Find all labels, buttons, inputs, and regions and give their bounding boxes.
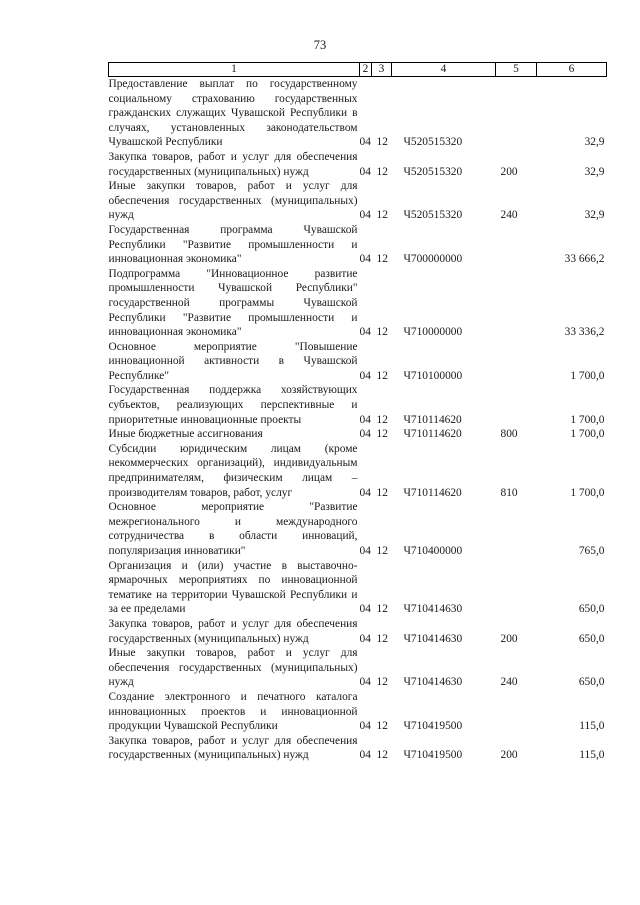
page-number: 73	[313, 38, 327, 52]
row-name-cell: Закупка товаров, работ и услуг для обеспечения государственных (муниципальных) нужд	[108, 734, 358, 762]
table-row	[109, 267, 607, 340]
section-code-cell: 04	[359, 326, 371, 339]
row-name-cell: Организация и (или) участие в выставочно-ярмарочных мероприятиях по инновационной тематике на территории Чувашской Республики и за ее пределами	[108, 559, 358, 616]
table-row	[109, 77, 607, 150]
amount-cell: 650,0	[578, 632, 605, 645]
section-code-cell: 04	[359, 486, 371, 499]
subsection-code-cell: 12	[376, 545, 388, 557]
section-code-cell: 04	[359, 428, 371, 441]
section-code-cell: 04	[359, 749, 371, 762]
section-code-cell: 04	[359, 676, 371, 689]
table-row	[109, 179, 607, 223]
budget-table	[108, 62, 607, 763]
row-name-cell: Основное мероприятие "Развитие межрегионального и международного сотрудничества в области инноваций, популяризация инноватики"	[108, 501, 358, 557]
table-row	[109, 646, 607, 690]
amount-cell: 1 700,0	[570, 369, 605, 382]
expense-type-cell	[496, 340, 537, 384]
subsection-code-cell: 12	[376, 486, 388, 499]
amount-cell: 115,0	[579, 720, 605, 733]
expense-type-cell: 810	[500, 486, 518, 499]
subsection-code-cell: 12	[376, 165, 388, 178]
row-name-cell: Иные бюджетные ассигнования	[108, 428, 263, 441]
table-row	[109, 150, 607, 179]
amount-cell: 650,0	[578, 676, 605, 689]
target-article-cell: Ч710419500	[403, 749, 463, 762]
target-article-cell: Ч710419500	[403, 720, 463, 733]
expense-type-cell	[496, 690, 537, 734]
row-name-cell: Государственная программа Чувашской Республики "Развитие промышленности и инновационная экономика"	[108, 223, 358, 266]
column-number-header-row	[109, 63, 607, 77]
section-code-cell: 04	[359, 632, 371, 645]
target-article-cell: Ч710100000	[403, 369, 463, 382]
subsection-code-cell: 12	[376, 326, 388, 339]
target-article-cell: Ч700000000	[403, 253, 463, 266]
row-name-cell: Предоставление выплат по государственному социальному страхованию государственных гражданских служащих Чувашской Республики в случаях, установленных законодательством Чувашской Республики	[108, 78, 358, 149]
amount-cell: 1 700,0	[570, 486, 605, 499]
row-name-cell: Создание электронного и печатного каталога инновационных проектов и инновационной продукции Чувашской Республики	[108, 690, 358, 733]
header-col-3: 3	[372, 63, 392, 77]
row-name-cell: Основное мероприятие "Повышение инновационной активности в Чувашской Республике"	[108, 340, 358, 382]
target-article-cell: Ч520515320	[403, 136, 463, 149]
target-article-cell: Ч710400000	[403, 545, 463, 557]
subsection-code-cell: 12	[376, 253, 388, 266]
header-col-4: 4	[392, 63, 496, 77]
amount-cell: 115,0	[579, 749, 605, 762]
section-code-cell: 04	[359, 136, 371, 149]
target-article-cell: Ч710414630	[403, 632, 463, 645]
subsection-code-cell: 12	[376, 603, 388, 616]
row-name-cell: Закупка товаров, работ и услуг для обеспечения государственных (муниципальных) нужд	[108, 617, 358, 645]
section-code-cell: 04	[359, 720, 371, 733]
table-row	[109, 690, 607, 734]
amount-cell: 32,9	[584, 165, 605, 178]
target-article-cell: Ч520515320	[403, 209, 463, 222]
table-row	[109, 559, 607, 617]
target-article-cell: Ч710000000	[403, 326, 463, 339]
row-name-cell: Иные закупки товаров, работ и услуг для обеспечения государственных (муниципальных) нужд	[108, 180, 358, 222]
table-row	[109, 427, 607, 442]
expense-type-cell: 800	[500, 428, 518, 441]
header-col-2: 2	[360, 63, 372, 77]
row-name-cell: Подпрограмма "Инновационное развитие промышленности Чувашской Республики" государственной программы Чувашской Республики "Развитие промышленности и инновационная экономика"	[108, 267, 358, 339]
amount-cell: 650,0	[578, 603, 605, 616]
table-row	[109, 617, 607, 646]
expense-type-cell: 240	[500, 676, 518, 689]
amount-cell: 32,9	[584, 136, 605, 149]
expense-type-cell	[496, 267, 537, 340]
subsection-code-cell: 12	[376, 749, 388, 762]
target-article-cell: Ч710114620	[403, 486, 462, 499]
subsection-code-cell: 12	[376, 369, 388, 382]
table-row	[109, 734, 607, 763]
amount-cell: 1 700,0	[570, 413, 605, 426]
section-code-cell: 04	[359, 253, 371, 266]
section-code-cell: 04	[359, 369, 371, 382]
row-name-cell: Иные закупки товаров, работ и услуг для обеспечения государственных (муниципальных) нужд	[108, 647, 358, 689]
target-article-cell: Ч710114620	[403, 428, 462, 441]
amount-cell: 32,9	[584, 209, 605, 222]
section-code-cell: 04	[359, 209, 371, 222]
section-code-cell: 04	[359, 603, 371, 616]
amount-cell: 1 700,0	[570, 428, 605, 441]
subsection-code-cell: 12	[376, 676, 388, 689]
table-body	[109, 77, 607, 763]
expense-type-cell	[496, 77, 537, 150]
amount-cell: 33 666,2	[564, 253, 605, 266]
expense-type-cell: 200	[500, 632, 518, 645]
target-article-cell: Ч710414630	[403, 603, 463, 616]
subsection-code-cell: 12	[376, 413, 388, 426]
target-article-cell: Ч710114620	[403, 413, 462, 426]
header-col-6: 6	[537, 63, 607, 77]
header-col-5: 5	[496, 63, 537, 77]
target-article-cell: Ч710414630	[403, 676, 463, 689]
section-code-cell: 04	[359, 165, 371, 178]
header-col-1: 1	[109, 63, 360, 77]
table-row	[109, 383, 607, 427]
expense-type-cell: 240	[500, 209, 518, 222]
amount-cell: 33 336,2	[564, 326, 605, 339]
expense-type-cell: 200	[500, 165, 518, 178]
expense-type-cell	[496, 223, 537, 267]
expense-type-cell: 200	[500, 749, 518, 762]
table-row	[109, 500, 607, 558]
expense-type-cell	[496, 500, 537, 558]
table-row	[109, 223, 607, 267]
section-code-cell: 04	[359, 413, 371, 426]
subsection-code-cell: 12	[376, 136, 388, 149]
subsection-code-cell: 12	[376, 209, 388, 222]
table-row	[109, 442, 607, 500]
target-article-cell: Ч520515320	[403, 165, 463, 178]
row-name-cell: Государственная поддержка хозяйствующих субъектов, реализующих перспективные и приоритетные инновационные проекты	[108, 384, 358, 426]
subsection-code-cell: 12	[376, 428, 388, 441]
expense-type-cell	[496, 383, 537, 427]
subsection-code-cell: 12	[376, 632, 388, 645]
table-row	[109, 340, 607, 384]
row-name-cell: Закупка товаров, работ и услуг для обеспечения государственных (муниципальных) нужд	[108, 150, 358, 178]
row-name-cell: Субсидии юридическим лицам (кроме некоммерческих организаций), индивидуальным предпринимателям, физическим лицам – производителям товаров, работ, услуг	[108, 442, 358, 499]
section-code-cell: 04	[359, 545, 371, 557]
amount-cell: 765,0	[578, 545, 605, 557]
subsection-code-cell: 12	[376, 720, 388, 733]
expense-type-cell	[496, 559, 537, 617]
